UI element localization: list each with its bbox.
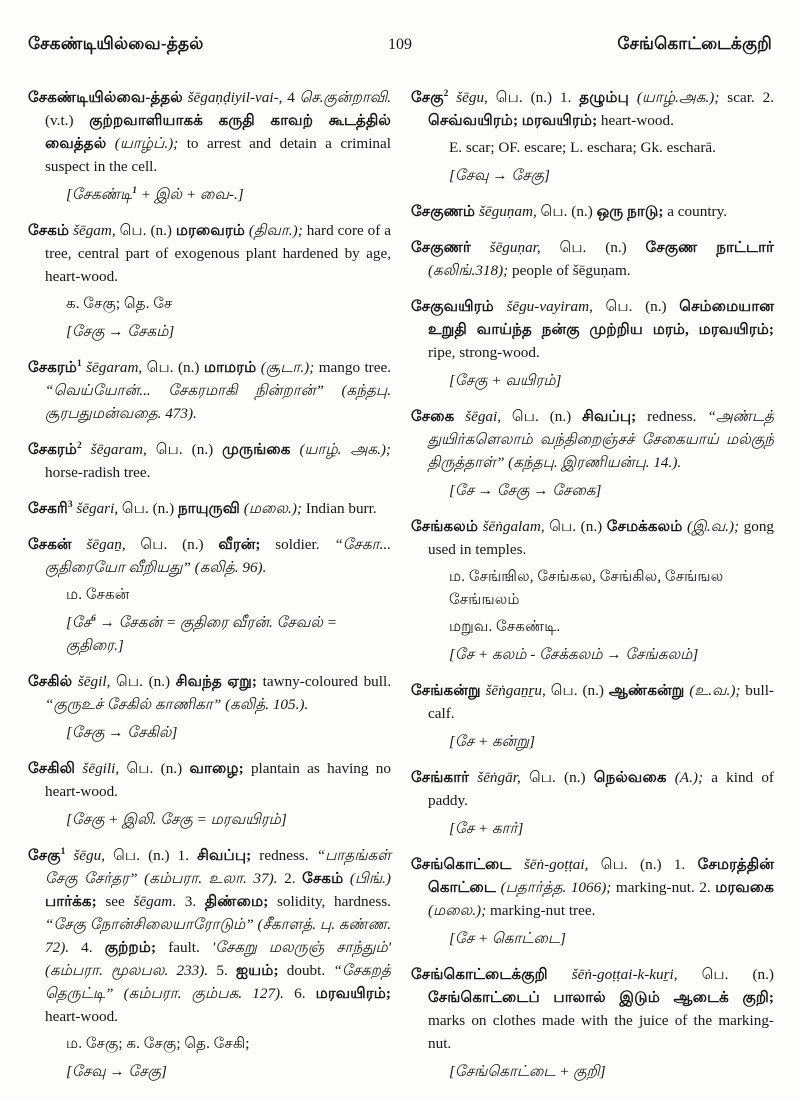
text-segment: நாயுருவி	[177, 500, 244, 517]
entry-etymology	[66, 183, 391, 206]
entry-definition	[411, 515, 774, 561]
text-segment: (உ.வ.);	[689, 682, 746, 699]
text-segment: பெ. (n.)	[528, 769, 594, 786]
entry-definition	[411, 853, 774, 922]
entry-definition	[411, 405, 774, 474]
left-column	[28, 86, 391, 1096]
text-segment: பெ. (n.)	[155, 441, 223, 458]
text-segment: doubt.	[286, 962, 334, 979]
entry-cognates	[449, 565, 774, 611]
text-segment: tawny-coloured bull.	[262, 673, 392, 690]
text-segment: சிவப்பு;	[582, 408, 648, 425]
text-segment: soldier.	[275, 536, 335, 553]
text-segment: “குருஉச் சேகில் காணிகா” (கலித். 105.).	[45, 696, 309, 713]
text-segment: šēṅgār,	[477, 769, 529, 786]
text-segment: பெ. (n.)	[116, 673, 176, 690]
text-segment: šēṅ-goṭṭai-k-kuṟi,	[571, 966, 702, 983]
text-segment: மரவைரம்	[175, 222, 249, 239]
dictionary-entry	[411, 515, 774, 666]
text-segment: 6.	[294, 985, 316, 1002]
text-segment: šēṅgaṉṟu,	[485, 682, 551, 699]
text-segment: சேகில்	[28, 673, 78, 690]
dictionary-entry	[411, 86, 774, 187]
text-segment: மரவகை	[715, 879, 774, 896]
text-segment: மறுவ. சேகண்டி.	[449, 618, 561, 635]
text-segment: “பாதங்கள் சேகு சேர்தர” (கம்பரா. உலா. 37).	[45, 847, 391, 887]
text-segment: šēgu-vayiram,	[506, 298, 606, 315]
text-segment: சேகரி	[28, 500, 68, 517]
text-segment: [சேகு → சேகில்]	[66, 724, 178, 741]
entry-definition	[411, 236, 774, 282]
text-segment: šēgari,	[76, 500, 122, 517]
text-segment: திண்மை;	[204, 893, 277, 910]
text-segment: பெ. (n.)	[126, 760, 190, 777]
entry-definition	[411, 766, 774, 812]
text-segment: marking-nut. 2.	[615, 879, 716, 896]
entry-etymology	[449, 643, 774, 666]
text-segment: சேமக்கலம்	[606, 518, 687, 535]
text-segment: a country.	[667, 203, 728, 220]
text-segment: ஐயம்;	[236, 962, 287, 979]
text-segment: சேங்கார்	[411, 769, 478, 786]
text-segment: குற்றவாளியாகக் கருதி காவற் கூடத்தில் வைத்தல்	[45, 112, 391, 152]
dictionary-entry	[28, 757, 391, 831]
entry-definition	[28, 356, 391, 425]
text-segment: heart-wood.	[45, 1008, 118, 1025]
entry-definition	[411, 295, 774, 364]
entry-etymology	[449, 1060, 774, 1083]
text-segment: marking-nut tree.	[489, 902, 596, 919]
text-segment: šēgu,	[73, 847, 114, 864]
text-segment: வாழை;	[189, 760, 251, 777]
text-segment: (கலிங்.318);	[428, 262, 513, 279]
text-segment: நெல்வகை	[593, 769, 675, 786]
text-segment: பெ. (n.)	[549, 518, 607, 535]
text-segment: சேமரத்தின் கொட்டை	[428, 856, 774, 896]
text-segment: (இ.வ.);	[686, 518, 744, 535]
dictionary-entry	[28, 86, 391, 206]
entry-definition	[28, 670, 391, 716]
homograph-number: 3	[67, 499, 73, 510]
text-segment: பெ. (n.)	[550, 682, 609, 699]
text-segment: (பிங்.)	[349, 870, 391, 887]
text-segment: (திவா.);	[248, 222, 307, 239]
text-segment: பெ. (n.)	[146, 359, 204, 376]
dictionary-entry	[411, 766, 774, 840]
text-segment: (யாழ். அக.);	[299, 441, 391, 458]
text-segment: [சே + கொட்டை]	[449, 930, 566, 947]
text-segment: [சே	[66, 614, 92, 631]
text-segment: (v.t.)	[45, 112, 90, 129]
text-segment: šēgaram,	[86, 359, 147, 376]
entry-etymology	[449, 817, 774, 840]
text-segment: šēguṇar,	[489, 239, 560, 256]
page-number: 109	[388, 36, 412, 53]
text-segment: பெ. (n.)	[605, 298, 680, 315]
homograph-number: 1	[132, 185, 137, 196]
text-segment: சேகுவயிரம்	[411, 298, 507, 315]
text-segment: šēguṇam,	[478, 203, 541, 220]
text-segment: mango tree.	[318, 359, 392, 376]
text-segment: [சேவு → சேகு]	[449, 167, 550, 184]
text-segment: marks on clothes made with the juice of the marking-nut.	[428, 1012, 774, 1052]
entry-etymology	[449, 479, 774, 502]
text-segment: சேகு	[28, 847, 61, 864]
text-segment: சேங்கன்று	[411, 682, 486, 699]
text-segment: plantain as having no heart-wood.	[45, 760, 391, 800]
text-segment: (பதார்த்த. 1066);	[500, 879, 616, 896]
entry-etymology	[449, 730, 774, 753]
entry-definition	[411, 963, 774, 1055]
text-segment: šēṅgalam,	[482, 518, 550, 535]
text-segment: சேகுணர்	[411, 239, 490, 256]
text-segment: சேங்கொட்டைக்குறி	[411, 966, 572, 983]
text-segment: சேகம்	[302, 870, 350, 887]
dictionary-entry	[411, 236, 774, 282]
text-segment: redness.	[259, 847, 317, 864]
text-segment: சேகம்	[28, 222, 74, 239]
text-segment: ஒரு நாடு;	[596, 203, 668, 220]
dictionary-entry	[28, 356, 391, 425]
entry-definition	[28, 86, 391, 178]
homograph-number: 2	[443, 88, 449, 99]
text-segment: “அண்டத் துயிர்களெலாம் வந்திறைஞ்சச் சேகையாய் மல்குந் திருத்தாள்” (கந்தபு. இரணியன்பு. 14.).	[428, 408, 774, 471]
dictionary-entry	[28, 670, 391, 744]
text-segment: [சே + கலம் - சேக்கலம் → சேங்கலம்]	[449, 646, 699, 663]
text-segment: (A.);	[674, 769, 712, 786]
text-segment: “சேகா... குதிரையோ வீறியது” (கலித். 96).	[45, 536, 391, 576]
text-segment: பெ. (n.)	[540, 203, 597, 220]
text-segment: (மலை.);	[243, 500, 306, 517]
text-segment: šēgai,	[465, 408, 512, 425]
text-segment: šēṅ-goṭṭai,	[523, 856, 601, 873]
text-segment: people of šēguṇam.	[512, 262, 631, 279]
entry-cognates	[449, 615, 774, 638]
entry-etymology	[66, 611, 391, 657]
dictionary-entry	[411, 295, 774, 392]
text-segment: சேகுண நாட்டார்	[645, 239, 774, 256]
text-segment: “வெய்யோன்... சேகரமாகி நின்றான்” (கந்தபு. சூரபதுமன்வதை. 473).	[45, 382, 391, 422]
text-segment: (யாழ்.அக.);	[636, 89, 728, 106]
text-segment: 'சேகறு மலருஞ் சாந்தும்' (கம்பரா. மூலபல. 233).	[45, 939, 391, 979]
text-segment: horse-radish tree.	[45, 464, 151, 481]
text-segment: šēgu,	[456, 89, 496, 106]
text-segment: பெ. (n.)	[140, 536, 219, 553]
dictionary-entry	[28, 844, 391, 1083]
homograph-number: 6	[91, 613, 96, 624]
text-segment: fault.	[168, 939, 212, 956]
dictionary-entry	[28, 438, 391, 484]
entry-cognates	[66, 292, 391, 315]
text-segment: சேகண்டியில்வை-த்தல்	[28, 89, 188, 106]
entry-cognates	[66, 1032, 391, 1055]
text-segment: “சேகு நோன்சிலையாரோடும்” (சீகாளத். பு. கண்ண. 72).	[45, 916, 391, 956]
dictionary-entry	[411, 405, 774, 502]
text-segment: 2.	[284, 870, 303, 887]
text-segment: குற்றம்;	[104, 939, 169, 956]
entry-definition	[28, 757, 391, 803]
text-segment: சிவந்த ஏறு;	[175, 673, 263, 690]
text-segment: மாமரம்	[203, 359, 261, 376]
text-segment: (யாழ்ப்.);	[114, 135, 187, 152]
text-segment: šēgil,	[77, 673, 117, 690]
text-segment: ripe, strong-wood.	[428, 344, 540, 361]
entry-etymology	[449, 927, 774, 950]
text-segment: செவ்வயிரம்; மரவயிரம்;	[428, 112, 601, 129]
text-segment: பெ. (n.) 1.	[600, 856, 698, 873]
entry-cognates	[449, 136, 774, 159]
text-segment: heart-wood.	[600, 112, 674, 129]
text-segment: சேங்கலம்	[411, 518, 483, 535]
dictionary-entry	[411, 200, 774, 223]
text-segment: “சேகறத் தெருட்டி” (கம்பரா. கும்பக. 127).	[45, 962, 391, 1002]
text-segment: சேகன்	[28, 536, 87, 553]
entry-etymology	[66, 1060, 391, 1083]
dictionary-entry	[28, 533, 391, 657]
entry-etymology	[449, 369, 774, 392]
entry-etymology	[449, 164, 774, 187]
entry-definition	[28, 219, 391, 288]
text-segment: செ.குன்றாவி.	[299, 89, 391, 106]
running-header	[28, 34, 772, 56]
entry-cognates	[66, 583, 391, 606]
text-segment: முருங்கை	[222, 441, 300, 458]
entry-definition	[411, 86, 774, 132]
text-segment: → சேகன் = குதிரை வீரன். சேவல் = குதிரை.]	[66, 614, 338, 654]
text-segment: 4.	[81, 939, 105, 956]
text-segment: scar. 2.	[727, 89, 774, 106]
text-segment: பெ. (n.) 1.	[495, 89, 580, 106]
text-segment: gong used in temples.	[428, 518, 774, 558]
text-segment: see	[105, 893, 134, 910]
text-segment: [சேகு + இலி. சேகு = மரவயிரம்]	[66, 811, 287, 828]
text-segment: a kind of paddy.	[428, 769, 774, 809]
text-segment: bull-calf.	[428, 682, 774, 722]
text-segment: [சே → சேகு → சேகை]	[449, 482, 602, 499]
text-segment: 5.	[216, 962, 237, 979]
dictionary-entry	[28, 497, 391, 520]
text-segment: [சேங்கொட்டை + குறி]	[449, 1063, 606, 1080]
text-segment: E. scar; OF. escare; L. eschara; Gk. escharā.	[449, 139, 716, 156]
text-segment: solidity, hardness.	[276, 893, 391, 910]
homograph-number: 1	[76, 358, 82, 369]
entry-definition	[28, 438, 391, 484]
dictionary-entry	[411, 853, 774, 950]
text-segment: சேங்கொட்டைப் பாலால் இடும் ஆடைக் குறி;	[428, 989, 774, 1006]
homograph-number: 1	[60, 846, 66, 857]
text-segment: šēgam,	[73, 222, 120, 239]
entry-definition	[28, 844, 391, 1028]
text-segment: (மலை.);	[428, 902, 490, 919]
text-segment: பெ. (n.)	[511, 408, 583, 425]
text-segment: šēgaṇḍiyil-vai-,	[187, 89, 288, 106]
text-segment: சேகுணம்	[411, 203, 479, 220]
text-segment: hard core of a tree, central part of exogenous plant hardened by age, heart-wood.	[45, 222, 392, 285]
text-segment: + இல் + வை-.]	[136, 186, 244, 203]
entry-definition	[411, 679, 774, 725]
text-segment: šēgaram,	[90, 441, 156, 458]
text-segment: தழும்பு	[579, 89, 637, 106]
text-segment: சேகை	[411, 408, 466, 425]
text-segment: பெ. (n.)	[559, 239, 646, 256]
right-column	[411, 86, 774, 1096]
text-segment	[82, 441, 91, 458]
text-segment: க. சேகு; தெ. சே	[66, 295, 173, 312]
text-segment: [சேகு → சேகம்]	[66, 323, 175, 340]
text-segment: . 3.	[172, 893, 205, 910]
text-segment: [சேகு + வயிரம்]	[449, 372, 562, 389]
entry-etymology	[66, 808, 391, 831]
text-segment: சிவப்பு;	[197, 847, 260, 864]
header-guide-word-right: சேங்கொட்டைக்குறி	[617, 34, 772, 53]
text-segment: [சேகண்டி	[66, 186, 133, 203]
entry-definition	[28, 533, 391, 579]
entry-etymology	[66, 721, 391, 744]
text-segment: பார்க்க;	[45, 893, 106, 910]
text-segment: [சே + கன்று]	[449, 733, 535, 750]
text-segment: சேகிலி	[28, 760, 83, 777]
text-segment: šēgam	[133, 893, 173, 910]
two-column-text	[28, 86, 774, 1096]
text-segment: Indian burr.	[305, 500, 377, 517]
entry-etymology	[66, 320, 391, 343]
text-segment: சேங்கொட்டை	[411, 856, 524, 873]
text-segment: 4	[287, 89, 300, 106]
header-guide-word-left: சேகண்டியில்வை-த்தல்	[28, 34, 204, 53]
homograph-number: 2	[76, 440, 82, 451]
dictionary-entry	[28, 219, 391, 343]
text-segment: சேகரம்	[28, 441, 77, 458]
text-segment: பெ. (n.) 1.	[113, 847, 198, 864]
text-segment: பெ. (n.)	[121, 500, 178, 517]
text-segment: ம. சேகு; க. சேகு; தெ. சேகி;	[66, 1035, 250, 1052]
entry-definition	[28, 497, 391, 520]
text-segment: (சூடா.);	[260, 359, 319, 376]
dictionary-entry	[411, 679, 774, 753]
text-segment: redness.	[647, 408, 708, 425]
text-segment: சேகு	[411, 89, 444, 106]
dictionary-entry	[411, 963, 774, 1083]
text-segment: ம. சேங்ஙில, சேங்கல, சேங்கில, சேங்ஙல சேங்ஙலம்	[449, 568, 724, 608]
text-segment: பெ. (n.)	[701, 966, 774, 983]
text-segment: ஆண்கன்று	[608, 682, 690, 699]
text-segment: [சே + கார்]	[449, 820, 524, 837]
text-segment: மரவயிரம்;	[315, 985, 391, 1002]
text-segment: ம. சேகன்	[66, 586, 130, 603]
text-segment: சேகரம்	[28, 359, 77, 376]
text-segment: வீரன்;	[218, 536, 276, 553]
text-segment: šēgaṉ,	[86, 536, 141, 553]
text-segment: [சேவு → சேகு]	[66, 1063, 167, 1080]
text-segment: šēgili,	[82, 760, 127, 777]
text-segment: to arrest and detain a criminal suspect in the cell.	[45, 135, 391, 175]
entry-definition	[411, 200, 774, 223]
text-segment: செம்மையான உறுதி வாய்ந்த நன்கு முற்றிய மரம், மரவயிரம்;	[428, 298, 774, 338]
text-segment: பெ. (n.)	[119, 222, 176, 239]
